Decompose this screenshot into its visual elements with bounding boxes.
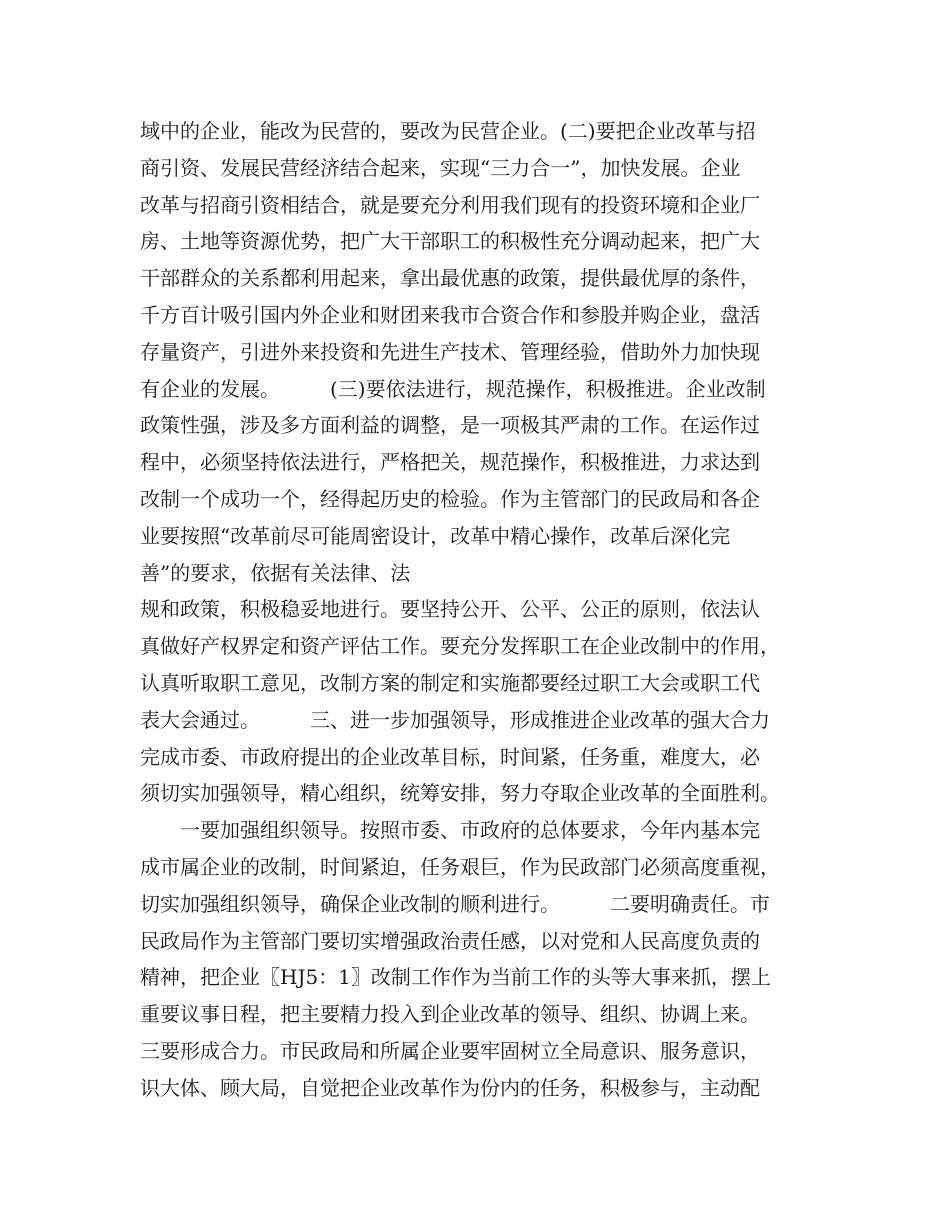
- text-line: 须切实加强领导，精心组织，统筹安排，努力夺取企业改革的全面胜利。: [140, 781, 780, 806]
- text-line: 房、土地等资源优势，把广大干部职工的积极性充分调动起来，把广大: [140, 229, 760, 254]
- text-line: 业要按照“改革前尽可能周密设计，改革中精心操作，改革后深化完: [140, 523, 731, 548]
- text-line: 三要形成合力。市民政局和所属企业要牢固树立全局意识、服务意识，: [140, 1038, 760, 1063]
- text-line: 规和政策，积极稳妥地进行。要坚持公开、公平、公正的原则，依法认: [140, 597, 760, 622]
- text-line: 政策性强，涉及多方面利益的调整，是一项极其严肃的工作。在运作过: [140, 413, 760, 438]
- text-line: 改制一个成功一个，经得起历史的检验。作为主管部门的民政局和各企: [140, 486, 760, 511]
- text-line: 识大体、顾大局，自觉把企业改革作为份内的任务，积极参与，主动配: [140, 1075, 760, 1100]
- text-line: 程中，必须坚持依法进行，严格把关，规范操作，积极推进，力求达到: [140, 450, 760, 475]
- text-line: 民政局作为主管部门要切实增强政治责任感，以对党和人民高度负责的: [140, 928, 760, 953]
- text-line: 表大会通过。 三、进一步加强领导，形成推进企业改革的强大合力: [140, 707, 770, 732]
- text-line: 改革与招商引资相结合，就是要充分利用我们现有的投资环境和企业厂: [140, 192, 760, 217]
- text-line: 精神，把企业〖HJ5：1〗改制工作作为当前工作的头等大事来抓，摆上: [140, 965, 771, 990]
- body-text: [140, 113, 830, 1107]
- text-line: 一要加强组织领导。按照市委、市政府的总体要求，今年内基本完: [140, 818, 760, 843]
- text-line: 重要议事日程，把主要精力投入到企业改革的领导、组织、协调上来。: [140, 1002, 760, 1027]
- text-line: 干部群众的关系都利用起来，拿出最优惠的政策，提供最优厚的条件，: [140, 266, 760, 291]
- text-line: 完成市委、市政府提出的企业改革目标，时间紧，任务重，难度大，必: [140, 744, 760, 769]
- text-line: 域中的企业，能改为民营的，要改为民营企业。(二)要把企业改革与招: [140, 119, 756, 143]
- text-line: 善”的要求，依据有关法律、法: [140, 560, 411, 585]
- text-line: 商引资、发展民营经济结合起来，实现“三力合一”，加快发展。企业: [140, 155, 741, 180]
- text-line: 真做好产权界定和资产评估工作。要充分发挥职工在企业改制中的作用，: [140, 634, 780, 659]
- text-line: 切实加强组织领导，确保企业改制的顺利进行。 二要明确责任。市: [140, 891, 770, 916]
- text-line: 千方百计吸引国内外企业和财团来我市合资合作和参股并购企业，盘活: [140, 302, 760, 327]
- text-line: 成市属企业的改制，时间紧迫，任务艰巨，作为民政部门必须高度重视，: [140, 854, 780, 879]
- text-line: 认真听取职工意见，改制方案的制定和实施都要经过职工大会或职工代: [140, 670, 760, 695]
- text-line: 有企业的发展。 (三)要依法进行，规范操作，积极推进。企业改制: [140, 376, 766, 401]
- text-line: 存量资产，引进外来投资和先进生产技术、管理经验，借助外力加快现: [140, 339, 760, 364]
